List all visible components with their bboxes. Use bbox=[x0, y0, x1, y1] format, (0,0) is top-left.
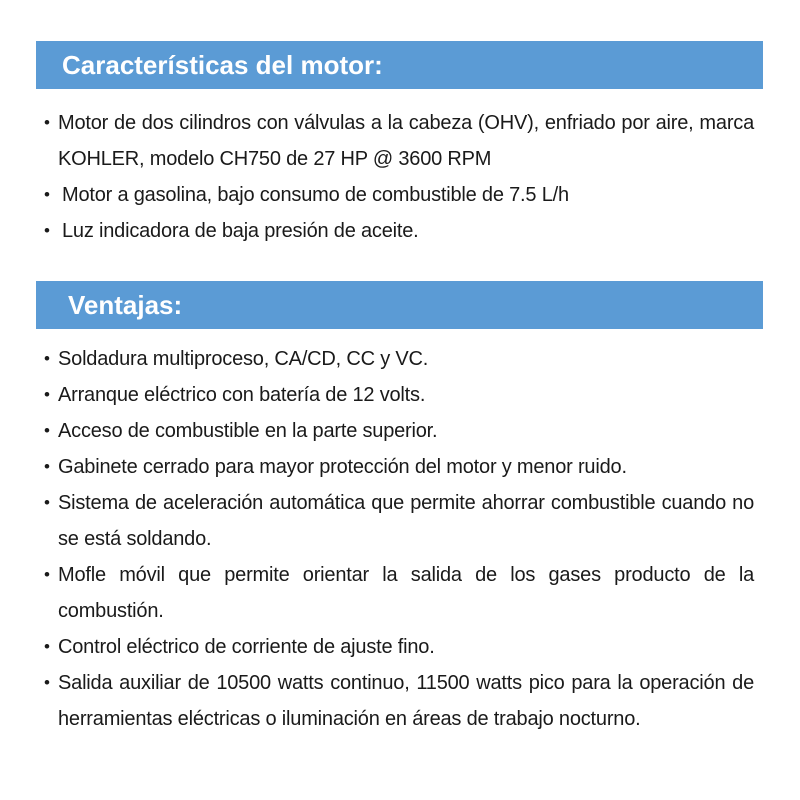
bullet-icon: • bbox=[44, 185, 50, 204]
list-item bbox=[44, 557, 754, 629]
advantages-list bbox=[44, 341, 754, 737]
list-item-text: Mofle móvil que permite orientar la salida de los gases producto de la combustión. bbox=[58, 564, 754, 622]
list-item bbox=[44, 485, 754, 557]
list-item-text: Salida auxiliar de 10500 watts continuo, 11500 watts pico para la operación de herramientas eléctricas o iluminación en áreas de trabajo nocturno. bbox=[58, 672, 754, 730]
section-title-engine: Características del motor: bbox=[62, 50, 383, 80]
list-item bbox=[44, 377, 754, 413]
bullet-icon: • bbox=[44, 113, 50, 132]
section-title-advantages: Ventajas: bbox=[68, 290, 183, 320]
list-item bbox=[44, 665, 754, 737]
list-item-text: Luz indicadora de baja presión de aceite. bbox=[62, 220, 419, 242]
list-item bbox=[44, 341, 754, 377]
bullet-icon: • bbox=[44, 385, 50, 404]
list-item-text: Gabinete cerrado para mayor protección del motor y menor ruido. bbox=[58, 456, 627, 478]
list-item bbox=[44, 105, 754, 177]
bullet-icon: • bbox=[44, 457, 50, 476]
list-item bbox=[44, 213, 754, 249]
list-item-text: Sistema de aceleración automática que permite ahorrar combustible cuando no se está soldando. bbox=[58, 492, 754, 550]
section-header-engine bbox=[36, 41, 763, 89]
list-item-text: Acceso de combustible en la parte superior. bbox=[58, 420, 438, 442]
list-item bbox=[44, 629, 754, 665]
bullet-icon: • bbox=[44, 421, 50, 440]
bullet-icon: • bbox=[44, 349, 50, 368]
bullet-icon: • bbox=[44, 221, 50, 240]
bullet-icon: • bbox=[44, 673, 50, 692]
list-item-text: Control eléctrico de corriente de ajuste fino. bbox=[58, 636, 435, 658]
bullet-icon: • bbox=[44, 637, 50, 656]
engine-features-list bbox=[44, 105, 754, 249]
bullet-icon: • bbox=[44, 493, 50, 512]
list-item bbox=[44, 449, 754, 485]
list-item bbox=[44, 177, 754, 213]
section-header-advantages bbox=[36, 281, 763, 329]
list-item-text: Soldadura multiproceso, CA/CD, CC y VC. bbox=[58, 348, 429, 370]
list-item-text: Arranque eléctrico con batería de 12 volts. bbox=[58, 384, 426, 406]
list-item bbox=[44, 413, 754, 449]
bullet-icon: • bbox=[44, 565, 50, 584]
list-item-text: Motor a gasolina, bajo consumo de combustible de 7.5 L/h bbox=[62, 184, 569, 206]
list-item-text: Motor de dos cilindros con válvulas a la cabeza (OHV), enfriado por aire, marca KOHLER, modelo CH750 de 27 HP @ 3600 RPM bbox=[58, 112, 754, 170]
